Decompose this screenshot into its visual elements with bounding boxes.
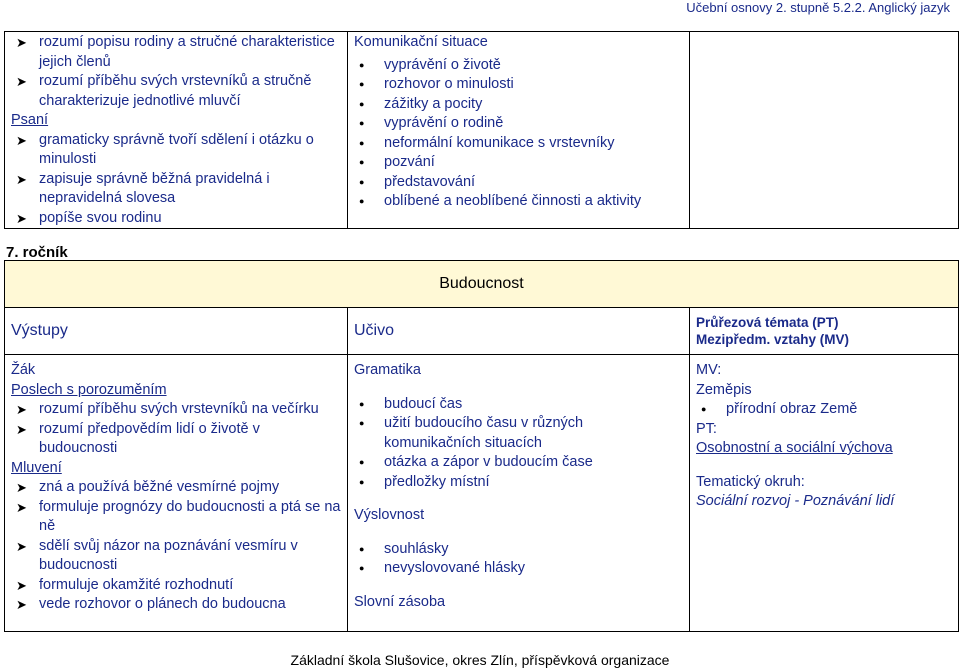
- col-header-content: Učivo: [348, 308, 690, 355]
- spacer: [354, 381, 683, 395]
- list-item: ● neformální komunikace s vrstevníky: [354, 134, 683, 154]
- list-item: ● souhlásky: [354, 540, 683, 560]
- list-item: ● předložky místní: [354, 473, 683, 493]
- page-header: Učební osnovy 2. stupně 5.2.2. Anglický jazyk: [686, 0, 950, 15]
- content-cell: [348, 355, 690, 632]
- list-item: Slovní zásoba: [354, 593, 446, 610]
- top-content-cell: [348, 32, 690, 229]
- list-item: ● přírodní obraz Země: [696, 400, 952, 420]
- top-content-title: Komunikační situace: [354, 34, 488, 50]
- list-item: ➤ vede rozhovor o plánech do budoucna: [11, 595, 341, 615]
- list-item: ➤ popíše svou rodinu: [11, 209, 341, 229]
- list-item: Výslovnost: [354, 507, 425, 523]
- grade-title: 7. ročník: [6, 244, 68, 261]
- list-item: ● vyprávění o rodině: [354, 114, 683, 134]
- list-item: ● zážitky a pocity: [354, 95, 683, 115]
- page-footer: Základní škola Slušovice, okres Zlín, příspěvková organizace: [290, 652, 670, 668]
- topic-bar: Budoucnost: [5, 261, 959, 308]
- list-item: ● užití budoucího času v různých komunikačních situacích: [354, 414, 683, 453]
- list-item: Zeměpis: [696, 381, 752, 398]
- list-item: ● oblíbené a neoblíbené činnosti a aktivity: [354, 192, 683, 212]
- list-item: ➤ sdělí svůj názor na poznávání vesmíru v budoucnosti: [11, 537, 341, 576]
- section-heading: Mluvení: [11, 459, 62, 476]
- top-themes-cell: [690, 32, 959, 229]
- list-item: ➤ zná a používá běžné vesmírné pojmy: [11, 478, 341, 498]
- list-item: ➤ gramaticky správně tvoří sdělení i otázku o minulosti: [11, 131, 341, 170]
- spacer: [354, 492, 683, 506]
- list-item: ➤ rozumí příběhu svých vrstevníků a stručně charakterizuje jednotlivé mluvčí: [11, 72, 341, 111]
- col-header-themes: [690, 308, 959, 355]
- col-header-themes-line1: Průřezová témata (PT): [696, 315, 839, 330]
- section-heading: Osobnostní a sociální výchova: [696, 440, 893, 456]
- list-item: MV:: [696, 362, 722, 378]
- list-item: ● otázka a zápor v budoucím čase: [354, 453, 683, 473]
- list-item: ● nevyslovované hlásky: [354, 559, 683, 579]
- list-item: ➤ formuluje okamžité rozhodnutí: [11, 576, 341, 596]
- list-item: ● pozvání: [354, 153, 683, 173]
- list-item: Gramatika: [354, 362, 421, 378]
- section-heading: Psaní: [11, 112, 49, 128]
- list-item: ● představování: [354, 173, 683, 193]
- section-heading: Poslech s porozuměním: [11, 381, 167, 398]
- list-item: ● budoucí čas: [354, 395, 683, 415]
- list-item: Žák: [11, 362, 36, 378]
- list-item: Sociální rozvoj - Poznávání lidí: [696, 493, 895, 509]
- themes-cell: [690, 355, 959, 632]
- list-item: ● rozhovor o minulosti: [354, 75, 683, 95]
- grade-table: [4, 260, 959, 632]
- col-header-outputs: Výstupy: [5, 308, 348, 355]
- spacer: [696, 459, 952, 473]
- list-item: ➤ rozumí příběhu svých vrstevníků na večírku: [11, 400, 341, 420]
- top-table: [4, 31, 959, 229]
- list-item: ➤ rozumí popisu rodiny a stručné charakteristice jejich členů: [11, 33, 341, 72]
- list-item: ➤ rozumí předpovědím lidí o životě v budoucnosti: [11, 420, 341, 459]
- list-item: PT:: [696, 420, 717, 437]
- col-header-themes-line2: Mezipředm. vztahy (MV): [696, 332, 850, 347]
- list-item: ➤ zapisuje správně běžná pravidelná i nepravidelná slovesa: [11, 170, 341, 209]
- list-item: ➤ formuluje prognózy do budoucnosti a ptá se na ně: [11, 498, 341, 537]
- outputs-cell: [5, 355, 348, 632]
- list-item: Tematický okruh:: [696, 473, 805, 490]
- spacer: [354, 579, 683, 593]
- top-outputs-cell: [5, 32, 348, 229]
- spacer: [354, 526, 683, 540]
- list-item: ● vyprávění o životě: [354, 56, 683, 76]
